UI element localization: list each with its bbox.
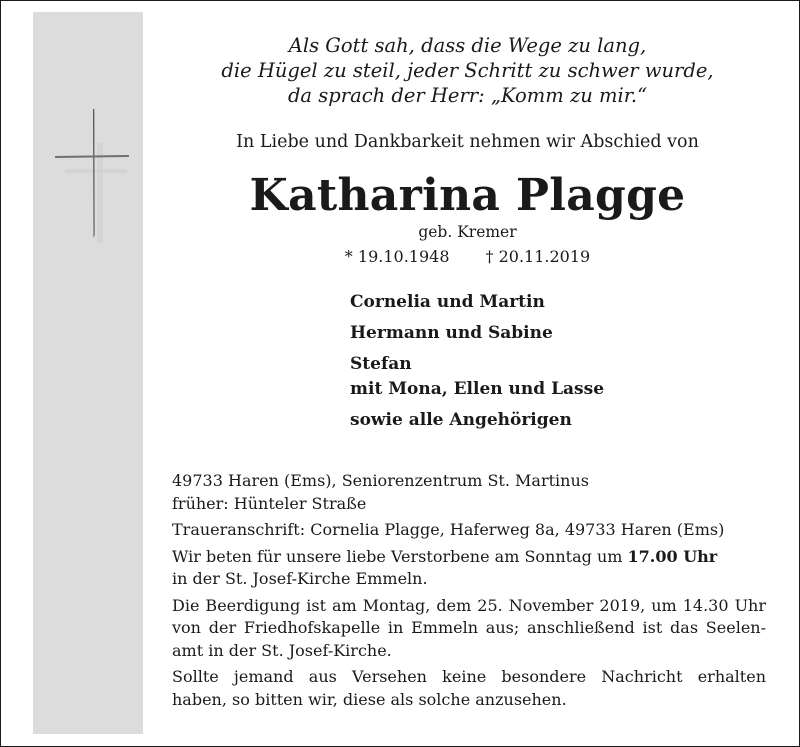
poem-line: Als Gott sah, dass die Wege zu lang,	[288, 34, 647, 57]
address-line: 49733 Haren (Ems), Seniorenzentrum St. Martinus	[172, 471, 589, 490]
notice-line: haben, so bitten wir, diese als solche anzusehen.	[172, 689, 567, 709]
life-dates	[150, 246, 785, 268]
family-entry	[350, 321, 770, 346]
family-line: sowie alle Angehörigen	[350, 410, 572, 430]
farewell-intro: In Liebe und Dankbarkeit nehmen wir Abschied von	[236, 132, 699, 152]
birth-date: * 19.10.1948	[344, 247, 450, 266]
residence-address	[172, 470, 766, 515]
funeral-line: von der Friedhofskapelle in Emmeln aus; anschließend ist das Seelen-	[172, 618, 766, 637]
family-line: Hermann und Sabine	[350, 323, 553, 343]
prayer-text: Wir beten für unsere liebe Verstorbene am Sonntag um	[172, 546, 628, 566]
family-entry	[350, 290, 770, 315]
birth-name: geb. Kremer	[418, 223, 517, 241]
prayer-time: 17.00 Uhr	[627, 546, 718, 566]
funeral-line: amt in der St. Josef-Kirche.	[172, 640, 392, 660]
family-line: mit Mona, Ellen und Lasse	[350, 379, 605, 399]
poem-line: da sprach der Herr: „Komm zu mir.“	[287, 84, 648, 107]
poem-verse	[150, 33, 785, 108]
family-list	[350, 290, 770, 439]
notice-line: Sollte jemand aus Versehen keine besondere Nachricht erhalten	[172, 667, 766, 686]
mourning-address: Traueranschrift: Cornelia Plagge, Haferweg 8a, 49733 Haren (Ems)	[172, 520, 725, 539]
deceased-name: Katharina Plagge	[249, 170, 686, 221]
cross-icon	[53, 107, 133, 247]
gray-sidebar	[33, 12, 143, 734]
family-entry	[350, 408, 770, 433]
family-entry	[350, 352, 770, 402]
funeral-line: Die Beerdigung ist am Montag, dem 25. November 2019, um 14.30 Uhr	[172, 595, 766, 615]
family-line: Stefan	[350, 354, 412, 374]
family-line: Cornelia und Martin	[350, 292, 545, 312]
poem-line: die Hügel zu steil, jeder Schritt zu schwer wurde,	[221, 59, 714, 82]
funeral-notice	[172, 595, 766, 663]
prayer-notice	[172, 546, 766, 591]
no-notice-disclaimer	[172, 666, 766, 711]
details-block	[172, 470, 766, 711]
address-line: früher: Hünteler Straße	[172, 493, 367, 513]
prayer-location: in der St. Josef-Kirche Emmeln.	[172, 569, 428, 588]
death-date: † 20.11.2019	[485, 247, 591, 266]
